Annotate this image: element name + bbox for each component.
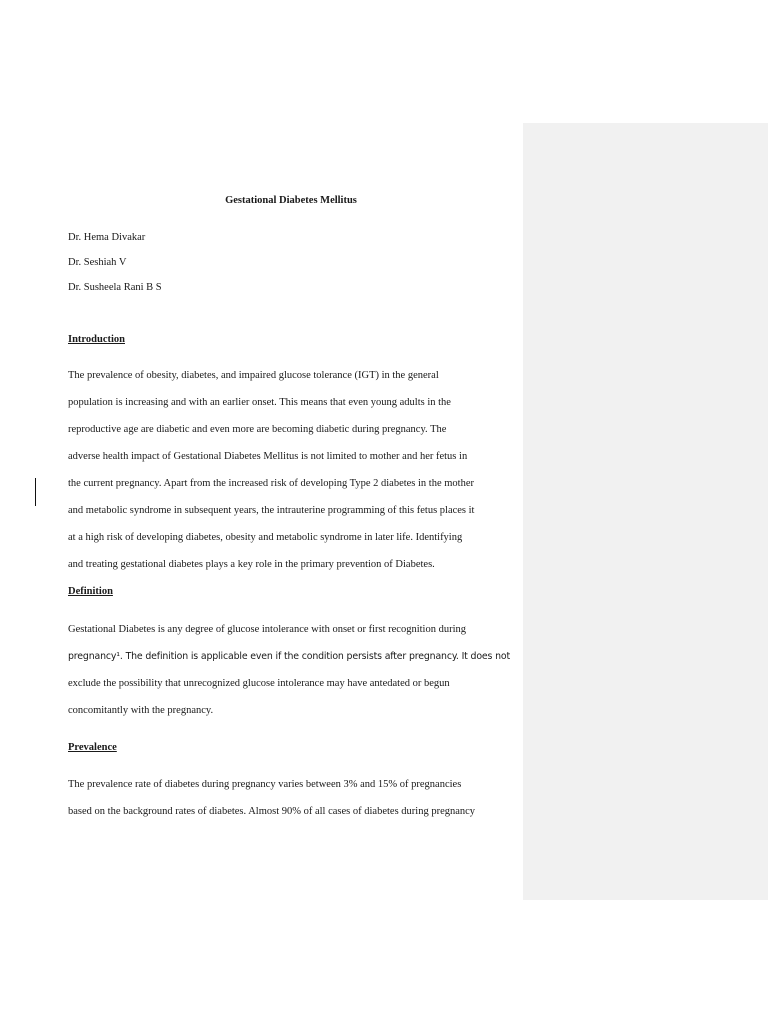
definition-heading: Definition <box>68 586 113 597</box>
document-title: Gestational Diabetes Mellitus <box>225 195 357 206</box>
author-2: Dr. Seshiah V <box>68 257 127 268</box>
comment-pane <box>523 123 768 900</box>
prevalence-heading: Prevalence <box>68 742 117 753</box>
definition-line-4: concomitantly with the pregnancy. <box>68 705 214 716</box>
introduction-heading: Introduction <box>68 334 125 345</box>
definition-line-1: Gestational Diabetes is any degree of glucose intolerance with onset or first recognition during <box>68 624 467 635</box>
intro-line-1: The prevalence of obesity, diabetes, and impaired glucose tolerance (IGT) in the general <box>68 370 439 381</box>
intro-line-8: and treating gestational diabetes plays a key role in the primary prevention of Diabetes. <box>68 559 435 570</box>
intro-line-6: and metabolic syndrome in subsequent years, the intrauterine programming of this fetus places it <box>68 505 475 516</box>
prevalence-line-2: based on the background rates of diabetes. Almost 90% of all cases of diabetes during pregnancy <box>68 806 476 817</box>
definition-line-3: exclude the possibility that unrecognized glucose intolerance may have antedated or begun <box>68 678 450 689</box>
definition-line-2: pregnancy¹. The definition is applicable even if the condition persists after pregnancy. It does not <box>68 651 511 662</box>
intro-line-3: reproductive age are diabetic and even more are becoming diabetic during pregnancy. The <box>68 424 447 435</box>
intro-line-2: population is increasing and with an earlier onset. This means that even young adults in the <box>68 397 451 408</box>
author-3: Dr. Susheela Rani B S <box>68 282 162 293</box>
intro-line-5: the current pregnancy. Apart from the increased risk of developing Type 2 diabetes in the mother <box>68 478 475 489</box>
intro-line-4: adverse health impact of Gestational Diabetes Mellitus is not limited to mother and her fetus in <box>68 451 468 462</box>
author-1: Dr. Hema Divakar <box>68 232 146 243</box>
revision-marker <box>35 478 36 506</box>
intro-line-7: at a high risk of developing diabetes, obesity and metabolic syndrome in later life. Identifying <box>68 532 463 543</box>
prevalence-line-1: The prevalence rate of diabetes during pregnancy varies between 3% and 15% of pregnancies <box>68 779 462 790</box>
